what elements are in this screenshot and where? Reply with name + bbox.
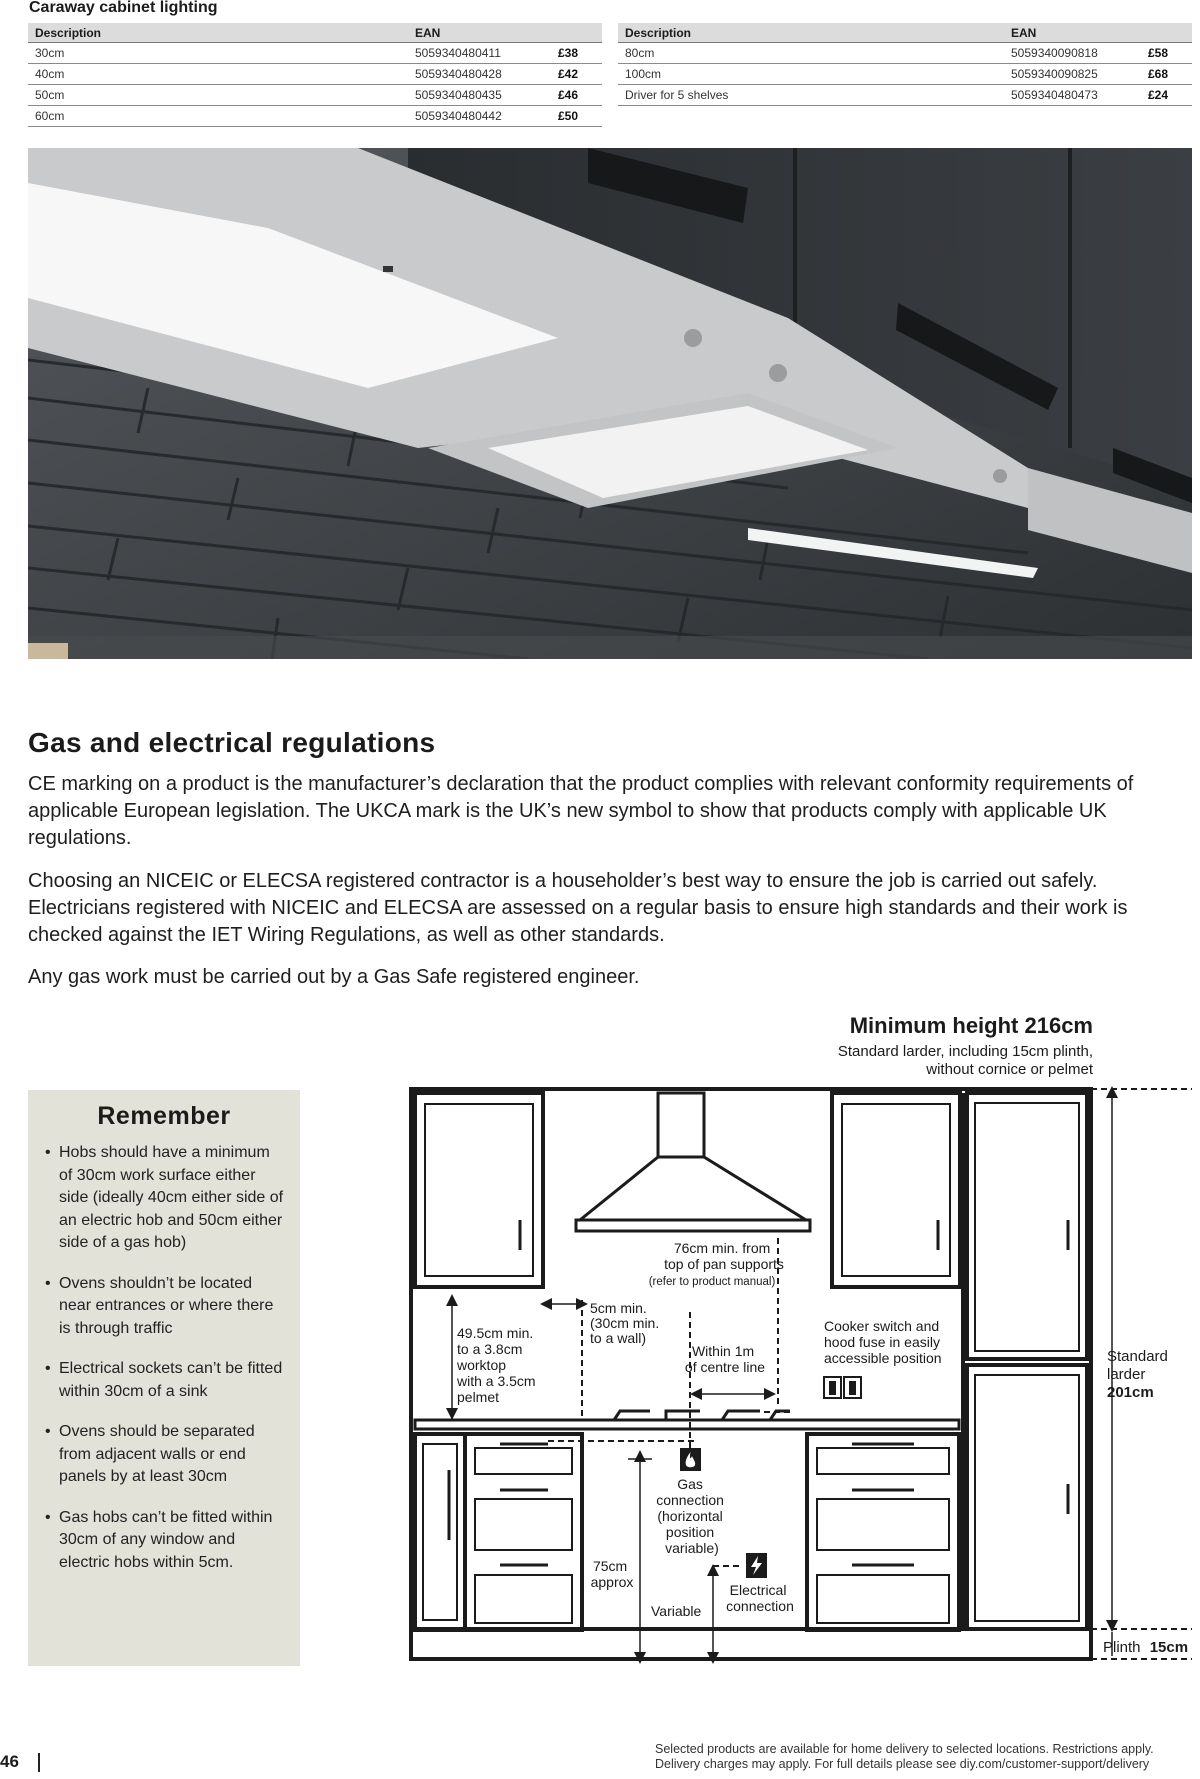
row-description: 100cm <box>618 64 1004 85</box>
label-line: Within 1m <box>691 1343 755 1359</box>
label-electrical-connection <box>726 1582 794 1614</box>
row-description: Driver for 5 shelves <box>618 85 1004 106</box>
wall-cabinet-right <box>832 1093 960 1287</box>
cooker-hood <box>576 1093 810 1231</box>
row-description: 50cm <box>28 85 408 106</box>
row-price: £38 <box>546 43 602 64</box>
table-header-row <box>618 23 1192 43</box>
diagram-subtitle-line: Standard larder, including 15cm plinth, <box>837 1043 1093 1060</box>
row-ean: 5059340090818 <box>1004 43 1138 64</box>
larder-unit <box>963 1093 1087 1629</box>
list-item: • Hobs should have a minimum of 30cm work surface either side (ideally 40cm either side of an electric hob and 50cm either side of a gas hob) <box>59 1142 284 1255</box>
label-line: to a 3.8cm <box>457 1341 523 1357</box>
delivery-note <box>655 1742 1195 1772</box>
label-line: pelmet <box>457 1389 500 1405</box>
row-price: £50 <box>546 106 602 127</box>
label-line: (30cm min. <box>590 1315 660 1331</box>
row-price: £58 <box>1138 43 1192 64</box>
table-row <box>618 43 1192 64</box>
list-item: • Electrical sockets can’t be fitted within 30cm of a sink <box>59 1358 284 1403</box>
label-plinth <box>1103 1639 1188 1656</box>
row-ean: 5059340090825 <box>1004 64 1138 85</box>
label-line: top of pan supports <box>664 1256 784 1272</box>
label-line: 76cm min. from <box>673 1240 771 1256</box>
wall-cabinet-left <box>415 1093 543 1287</box>
label-line: larder <box>1107 1366 1146 1383</box>
electrical-bolt-icon <box>746 1553 767 1578</box>
label-line: Electrical <box>729 1582 787 1598</box>
label-line: connection <box>656 1492 724 1508</box>
row-description: 40cm <box>28 64 408 85</box>
table-row <box>618 85 1192 106</box>
label-5cm <box>590 1300 663 1346</box>
label-within-1m <box>685 1343 765 1375</box>
label-line: 201cm <box>1107 1384 1154 1401</box>
regulations-title: Gas and electrical regulations <box>28 727 436 758</box>
label-line: Standard <box>1107 1348 1168 1365</box>
row-ean: 5059340480473 <box>1004 85 1138 106</box>
label-line: with a 3.5cm <box>457 1373 536 1389</box>
label-line: approx <box>590 1574 634 1590</box>
label-49-5cm <box>456 1325 539 1405</box>
label-cooker-switch <box>824 1318 944 1366</box>
label-line: 5cm min. <box>590 1300 647 1316</box>
label-line: connection <box>726 1598 794 1614</box>
label-line: of centre line <box>684 1359 766 1375</box>
column-header-description: Description <box>28 23 408 43</box>
column-header-description: Description <box>618 23 1004 43</box>
page-number: 46 <box>0 1752 19 1771</box>
product-table-right <box>618 23 1192 106</box>
footer-divider <box>38 1753 40 1772</box>
label-line: to a wall) <box>590 1330 647 1346</box>
gas-flame-icon <box>680 1448 701 1471</box>
row-price: £46 <box>546 85 602 106</box>
label-line: variable) <box>665 1540 719 1556</box>
product-table-left <box>28 23 602 127</box>
cabinet-lighting-photo <box>28 148 1192 659</box>
label-75cm <box>591 1558 634 1590</box>
label-line: Plinth <box>1103 1639 1141 1656</box>
list-item: • Ovens should be separated from adjacent walls or end panels by at least 30cm <box>59 1421 284 1489</box>
section-title: Caraway cabinet lighting <box>29 0 218 16</box>
label-76cm <box>664 1240 784 1272</box>
row-ean: 5059340480442 <box>408 106 546 127</box>
label-variable: Variable <box>651 1603 702 1619</box>
delivery-note-line: Selected products are available for home delivery to selected locations. Restrictions apply. <box>655 1742 1154 1756</box>
table-row <box>618 64 1192 85</box>
label-line: 15cm <box>1149 1639 1189 1656</box>
label-line: Gas <box>677 1476 703 1492</box>
label-line: accessible position <box>824 1350 942 1366</box>
regulations-paragraph-ce: CE marking on a product is the manufacturer’s declaration that the product complies with relevant conformity requirements of applicable European legislation. The UKCA mark is the UK’s new symbol to show that products comply with applicable UK regulations. <box>28 773 1134 849</box>
worktop <box>415 1420 959 1429</box>
label-line: 49.5cm min. <box>457 1325 534 1341</box>
row-price: £24 <box>1138 85 1192 106</box>
label-gas-connection <box>656 1476 728 1556</box>
column-header-ean: EAN <box>408 23 546 43</box>
kitchen-clearance-diagram <box>0 1080 1200 1680</box>
table-row <box>28 85 602 106</box>
table-row <box>28 106 602 127</box>
row-description: 60cm <box>28 106 408 127</box>
label-76cm-note: (refer to product manual) <box>648 1276 776 1288</box>
table-header-row <box>28 23 602 43</box>
cabinet-lighting-illustration <box>28 148 1192 659</box>
base-cabinet-right <box>807 1434 959 1630</box>
list-item: • Gas hobs can’t be fitted within 30cm of any window and electric hobs within 5cm. <box>59 1507 284 1575</box>
row-ean: 5059340480435 <box>408 85 546 106</box>
remember-title: Remember <box>97 1102 231 1130</box>
diagram-title: Minimum height 216cm <box>849 1013 1093 1038</box>
row-description: 30cm <box>28 43 408 64</box>
regulations-paragraph-gas: Any gas work must be carried out by a Gas Safe registered engineer. <box>28 966 640 988</box>
diagram-subtitle <box>773 1043 1093 1079</box>
delivery-note-line: Delivery charges may apply. For full details please see diy.com/customer-support/delivery <box>655 1757 1150 1771</box>
label-line: position <box>665 1524 715 1540</box>
label-line: hood fuse in easily <box>824 1334 940 1350</box>
row-description: 80cm <box>618 43 1004 64</box>
row-ean: 5059340480428 <box>408 64 546 85</box>
label-line: Cooker switch and <box>824 1318 940 1334</box>
row-price: £42 <box>546 64 602 85</box>
label-standard-larder <box>1107 1348 1172 1401</box>
base-cabinet-left <box>415 1434 582 1630</box>
diagram-subtitle-line: without cornice or pelmet <box>926 1061 1093 1078</box>
label-line: (horizontal <box>657 1508 723 1524</box>
label-line: worktop <box>457 1357 507 1373</box>
cooker-switch-icon <box>824 1377 861 1398</box>
column-header-ean: EAN <box>1004 23 1138 43</box>
label-line: 75cm <box>592 1558 628 1574</box>
row-price: £68 <box>1138 64 1192 85</box>
table-row <box>28 64 602 85</box>
table-row <box>28 43 602 64</box>
list-item: • Ovens shouldn’t be located near entrances or where there is through traffic <box>59 1273 284 1341</box>
regulations-paragraph-niceic: Choosing an NICEIC or ELECSA registered contractor is a householder’s best way to ensure the job is carried out safely. Electricians registered with NICEIC and ELECSA are assessed on a regular basis to ensure high standards and their work is checked against the IET Wiring Regulations, as well as other standards. <box>28 870 1128 946</box>
row-ean: 5059340480411 <box>408 43 546 64</box>
